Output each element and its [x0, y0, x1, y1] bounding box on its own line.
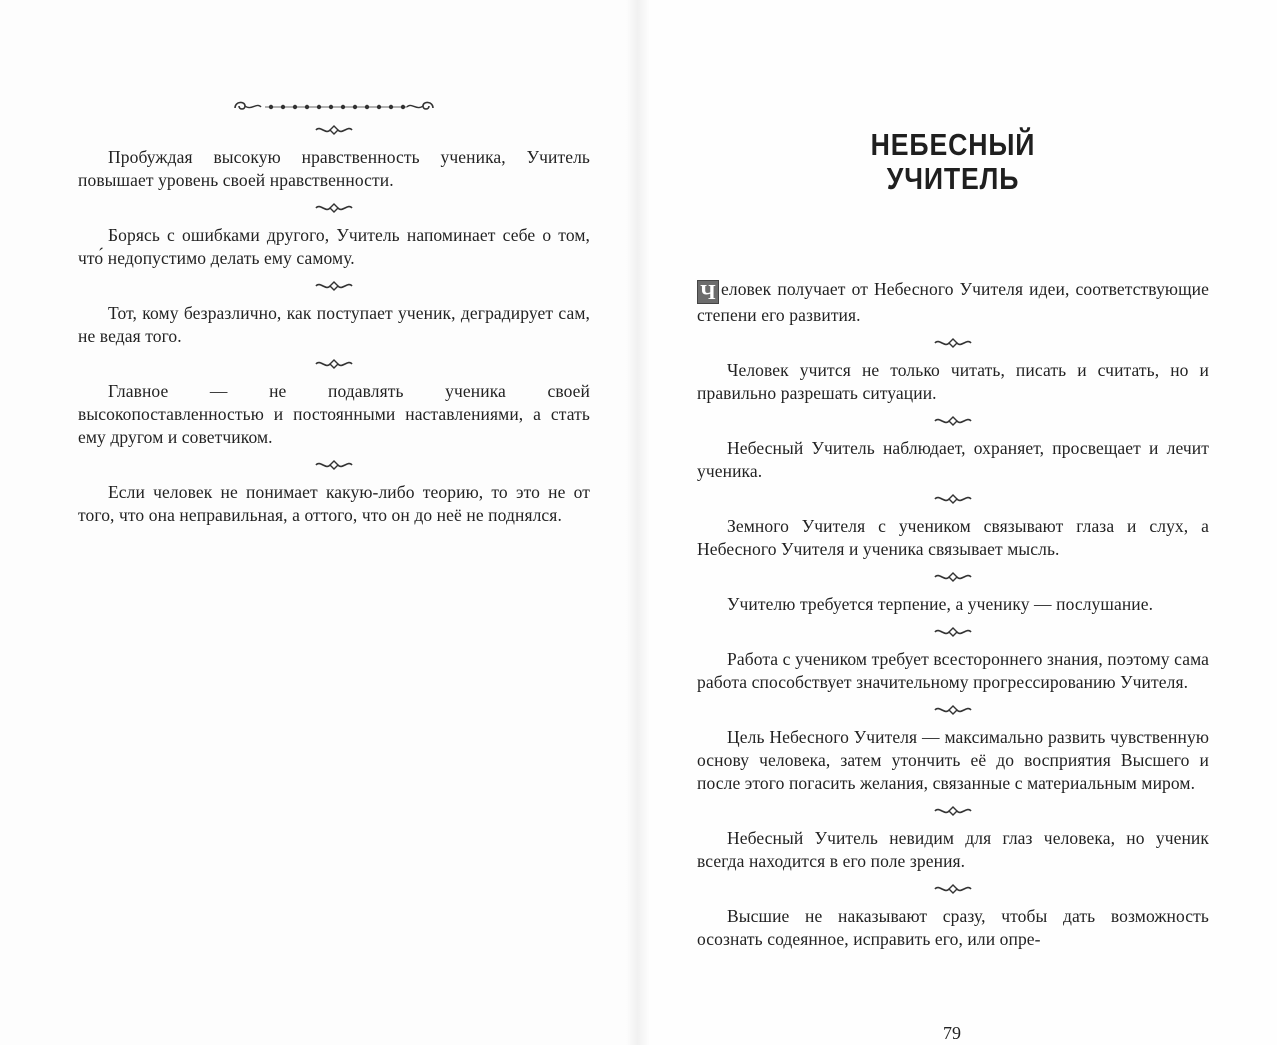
divider-ornament-icon [314, 459, 354, 471]
book-gutter [626, 0, 650, 1045]
section-divider [697, 405, 1209, 437]
first-paragraph [697, 278, 1209, 327]
section-divider [697, 483, 1209, 515]
paragraph: Работа с учеником требует всестороннего знания, поэтому сама работа способствует значительному прогрессированию Учителя. [697, 649, 1209, 692]
section-divider [697, 616, 1209, 648]
section-divider [697, 795, 1209, 827]
section-divider [697, 561, 1209, 593]
paragraph: Небесный Учитель невидим для глаз человека, но ученик всегда находится в его поле зрения. [697, 828, 1209, 871]
paragraph: Если человек не понимает какую-либо теорию, то это не от того, что она неправильная, а оттого, что он до неё не поднялся. [78, 482, 590, 525]
divider-ornament-icon [933, 571, 973, 583]
divider-ornament-icon [314, 124, 354, 136]
chapter-title-line-1: НЕБЕСНЫЙ [870, 127, 1036, 162]
divider-ornament-icon [933, 493, 973, 505]
divider-ornament-icon [314, 202, 354, 214]
section-divider [78, 348, 590, 380]
paragraph: Высшие не наказывают сразу, чтобы дать возможность осознать содеянное, исправить его, или опре- [697, 906, 1209, 949]
drop-cap: Ч [697, 280, 719, 304]
divider-ornament-icon [933, 415, 973, 427]
divider-ornament-icon [933, 626, 973, 638]
right-page-column [697, 120, 1209, 951]
paragraph: Человек учится не только читать, писать и считать, но и правильно разрешать ситуации. [697, 360, 1209, 403]
divider-ornament-icon [933, 805, 973, 817]
section-divider [78, 114, 590, 146]
left-page-column [78, 98, 590, 527]
paragraph: Цель Небесного Учителя — максимально развить чувственную основу человека, затем утончить её до восприятия Высшего и после этого погасить желания, связанные с материальным миром. [697, 727, 1209, 793]
paragraph: Главное — не подавлять ученика своей высокопоставленностью и постоянными наставлениями, а стать ему другом и советчиком. [78, 381, 590, 447]
paragraph: Небесный Учитель наблюдает, охраняет, просвещает и лечит ученика. [697, 438, 1209, 481]
chapter-title-line-2: УЧИТЕЛЬ [886, 161, 1020, 196]
page-number: 79 [943, 1023, 961, 1043]
paragraph: Учителю требуется терпение, а ученику — послушание. [727, 594, 1154, 614]
divider-ornament-icon [933, 704, 973, 716]
divider-ornament-icon [933, 337, 973, 349]
divider-ornament-icon [314, 280, 354, 292]
paragraph: Пробуждая высокую нравственность ученика, Учитель повышает уровень своей нравственности. [78, 147, 590, 190]
chapter-title [733, 128, 1173, 196]
section-divider [78, 192, 590, 224]
section-divider [78, 270, 590, 302]
first-paragraph-text: еловек получает от Небесного Учителя идеи, соответствующие степени его развития. [697, 279, 1209, 325]
paragraph: Тот, кому безразлично, как поступает ученик, деградирует сам, не ведая того. [78, 303, 590, 346]
divider-ornament-icon [314, 358, 354, 370]
section-divider [697, 327, 1209, 359]
header-ornament-icon [231, 98, 437, 114]
section-divider [697, 694, 1209, 726]
paragraph: Борясь с ошибками другого, Учитель напоминает себе о том, что́ недопустимо делать ему самому. [78, 225, 590, 268]
section-divider [78, 449, 590, 481]
paragraph: Земного Учителя с учеником связывают глаза и слух, а Небесного Учителя и ученика связывает мысль. [697, 516, 1209, 559]
divider-ornament-icon [933, 883, 973, 895]
section-divider [697, 873, 1209, 905]
